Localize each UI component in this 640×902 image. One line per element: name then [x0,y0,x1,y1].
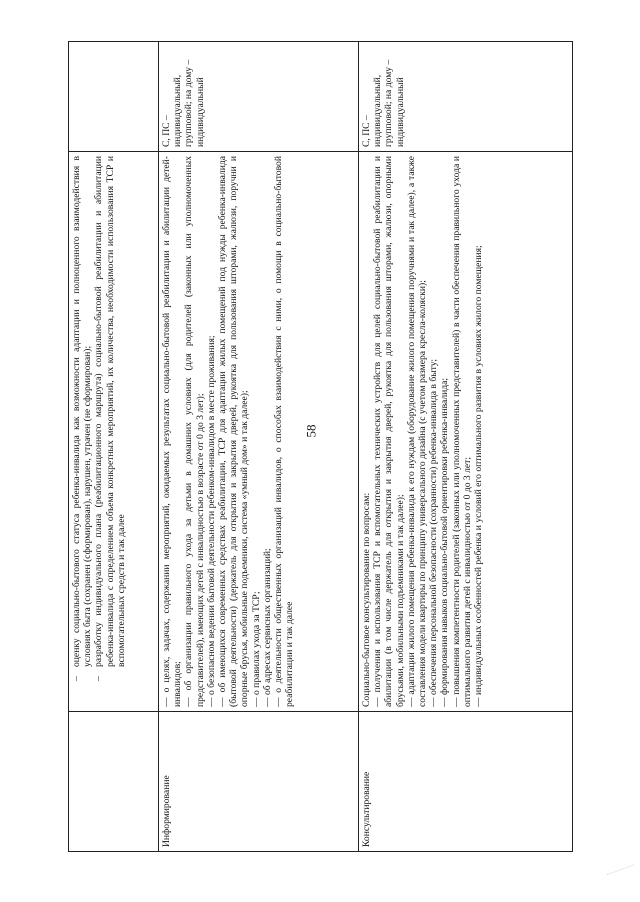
table-row [69,42,159,852]
list-item: — об имеющихся современных средствах реабилитации, ТСР для адаптации жилых помещений под нужды ребенка-инвалида (бытовой деятельности) (держатель для открытия и закрытия дверей, рукоятка для пользования шторами, жалюзи, поручни и опорные брусья, мобильные подъемники, система «умный дом» и так далее); [217,156,251,707]
list-item: — об адресах сервисных организаций; [261,548,273,707]
measure-name-cell: Информирование [159,712,359,852]
list-item: — индивидуальных особенностей ребенка и условий его оптимального развития в условиях жилого помещения; [473,245,485,707]
form-cell: С, ПС – индивидуальный, групповой; на дому – индивидуальный [159,42,359,152]
list-item: Социально-бытовое консультирование по вопросам: [361,492,372,707]
list-item: — о деятельности общественных организаций инвалидов, о способах взаимодействия с ними, о помощи в социально-бытовой реабилитации и так далее [273,156,296,707]
list-dash: – [93,676,105,681]
list-item: — об организации правильного ухода за детьми в домашних условиях (для родителей (законных или уполномоченных представителей), имеющих детей с инвалидностью в возрасте от 0 до 3 лет); [183,156,206,707]
measure-name-cell: Консультирование [359,712,573,852]
list-item: — повышения компетентности родителей (законных или уполномоченных представителей) в части обеспечения правильного ухода и оптимального развития детей с инвалидностью от 0 до 3 лет; [450,156,473,707]
list-item: — получения и использования ТСР и вспомогательных технических устройств для целей социально-бытовой реабилитации и абилитации (в том числе держатель для открытия и закрытия дверей, рукоятка для пользования шторами, жалюзи, опорными брусьями, мобильными подъемниками и так далее); [372,156,406,707]
form-cell: С, ПС – индивидуальный, групповой; на дому – индивидуальный [359,42,573,152]
scan-artifact [607,865,637,885]
document-table [68,42,572,852]
measure-content-cell [69,152,159,712]
list-item: — формирования навыков социально-бытовой ориентировки ребенка-инвалида; [439,377,451,707]
list-item: — о правилах ухода за ТСР; [250,591,262,707]
measures-table [68,41,573,852]
table-row [359,42,573,852]
list-item [71,156,93,707]
list-item: — обеспечения персональной безопасности (сохранности) ребенка-инвалида в быту; [428,358,440,707]
list-dash: – [71,676,82,681]
page-number: 58 [303,424,319,438]
list-item: — о безопасном ведении бытовой деятельности ребенком-инвалидом в месте проживания; [205,335,217,707]
table-row [159,42,359,852]
measure-name-cell [69,712,159,852]
list-item: — адаптации жилого помещения ребенка-инвалида к его нуждам (оборудование жилого помещения поручнями и так далее), а также составления модели квартиры по принципу универсального дизайна (с учетом размера кресла-коляски); [405,156,429,707]
list-item: — о целях, задачах, содержании мероприятий, ожидаемых результатах социально-бытовой реабилитации и абилитации детей-инвалидов; [161,156,184,707]
list-item [93,156,127,707]
form-cell [69,42,159,152]
list-item-text: оценку социально-бытового статуса ребенка-инвалида как возможности адаптации и полноценного взаимодействия в условиях быта (сохранен (сформирован), нарушен, утрачен (не сформирован); [71,156,94,667]
measure-content-cell [359,152,573,712]
measure-content-cell [159,152,359,712]
list-item-text: разработку индивидуального плана (реабилитационного маршрута) социально-бытовой реабилитации и абилитации ребенка-инвалида с определением объема конкретных мероприятий, их количества, необходимости использования ТСР и вспомогательных средств и так далее [93,156,127,667]
